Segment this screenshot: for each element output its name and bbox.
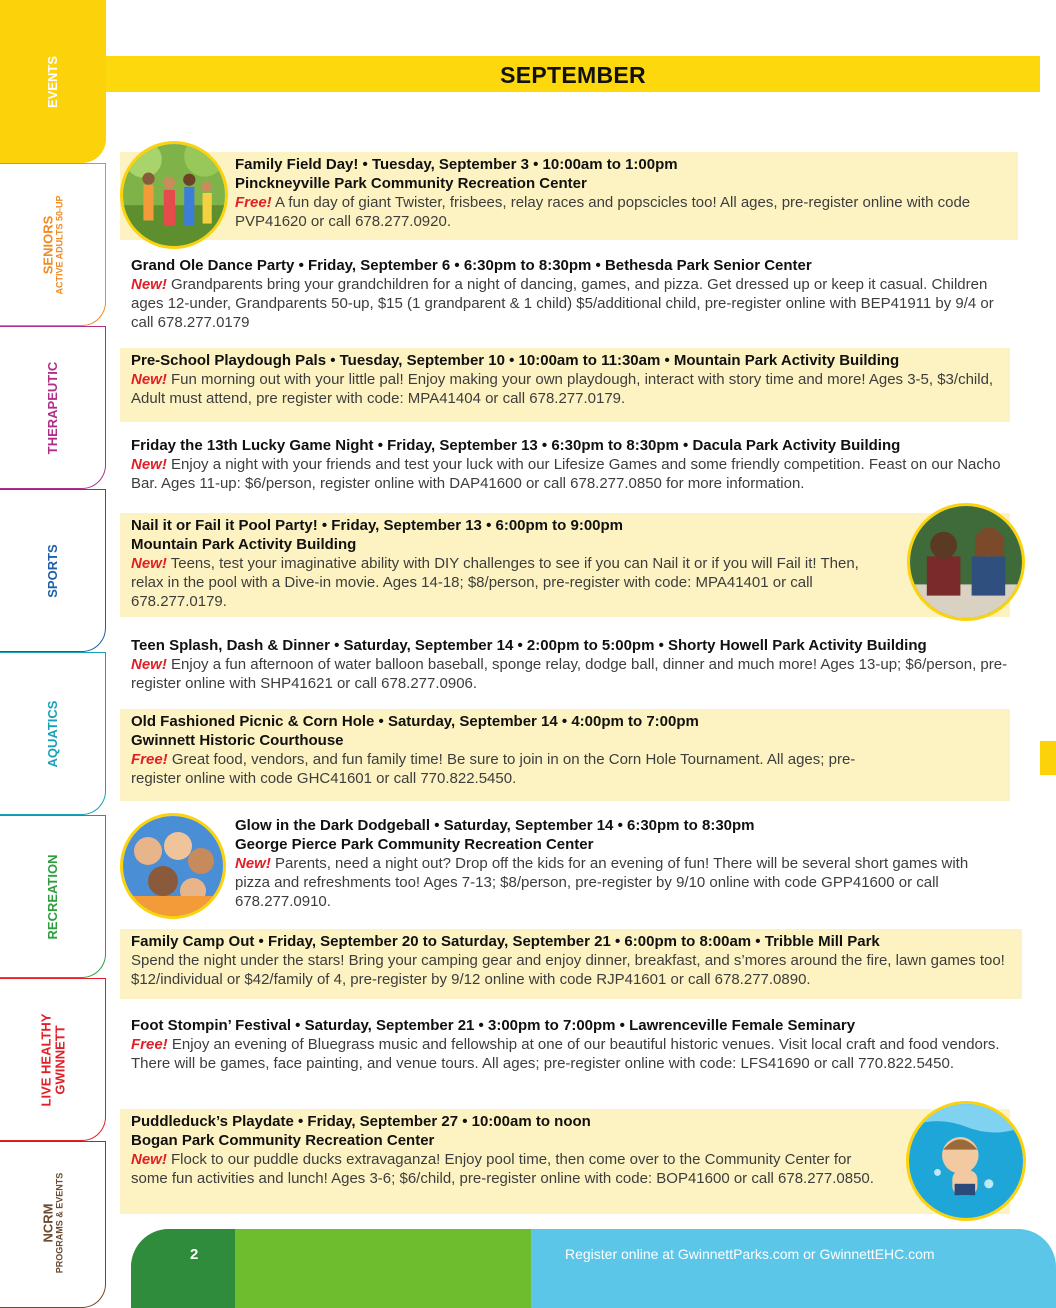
event-item bbox=[120, 513, 1010, 617]
footer-blue-band bbox=[526, 1229, 1056, 1308]
tab-sublabel: GWINNETT bbox=[52, 1025, 67, 1095]
tab-label: AQUATICS bbox=[45, 700, 61, 768]
footer-page-tab bbox=[131, 1229, 235, 1308]
event-description: New! Fun morning out with your little pal! Enjoy making your own playdough, interact with story time and more! Ages 3-5, $3/child, Adult must attend, pre register with code: MPA41404 or call 678.277.0179. bbox=[131, 371, 994, 407]
page-title: SEPTEMBER bbox=[500, 62, 646, 88]
event-tag: New! bbox=[131, 1151, 167, 1168]
event-item bbox=[120, 433, 1018, 503]
event-title: Friday the 13th Lucky Game Night • Friday, September 13 • 6:30pm to 8:30pm • Dacula Park Activity Building bbox=[131, 437, 901, 454]
dodgeball-kids-photo bbox=[120, 813, 226, 919]
family-field-day-photo bbox=[120, 141, 228, 249]
event-tag: New! bbox=[131, 371, 167, 388]
event-title: Nail it or Fail it Pool Party! • Friday, September 13 • 6:00pm to 9:00pm bbox=[131, 517, 624, 534]
event-description: New! Flock to our puddle ducks extravaganza! Enjoy pool time, then come over to the Community Center for some fun activities and lunch! Ages 3-6; $6/child, pre-register online with code: BOP41600 or call 678.277.0850. bbox=[131, 1151, 874, 1187]
event-title: Old Fashioned Picnic & Corn Hole • Saturday, September 14 • 4:00pm to 7:00pm bbox=[131, 713, 699, 730]
tab-aquatics[interactable] bbox=[0, 652, 106, 815]
event-description: New! Parents, need a night out? Drop off the kids for an evening of fun! There will be several short games with pizza and refreshments too! Ages 7-13; $8/person, pre-register by 9/10 online with code GPP41600 or call 678.277.0910. bbox=[235, 855, 969, 910]
event-item bbox=[120, 709, 1010, 801]
tab-label: THERAPEUTIC bbox=[45, 361, 61, 455]
event-description: Free! A fun day of giant Twister, frisbees, relay races and popscicles too! All ages, pre-register online with code PVP41620 or call 678.277.0920. bbox=[235, 194, 971, 230]
event-item bbox=[120, 1109, 1010, 1214]
event-item bbox=[120, 152, 1018, 240]
event-title: Pre-School Playdough Pals • Tuesday, September 10 • 10:00am to 11:30am • Mountain Park Activity Building bbox=[131, 352, 900, 369]
page-number: 2 bbox=[190, 1246, 199, 1263]
event-title: Teen Splash, Dash & Dinner • Saturday, September 14 • 2:00pm to 5:00pm • Shorty Howell Park Activity Building bbox=[131, 637, 927, 654]
event-location: Gwinnett Historic Courthouse bbox=[131, 732, 344, 749]
event-location: Pinckneyville Park Community Recreation Center bbox=[235, 175, 587, 192]
tab-live-healthy[interactable] bbox=[0, 978, 106, 1141]
month-header bbox=[106, 56, 1040, 92]
footer-register-link[interactable]: Register online at GwinnettParks.com or GwinnettEHC.com bbox=[565, 1246, 935, 1262]
event-title: Family Camp Out • Friday, September 20 to Saturday, September 21 • 6:00pm to 8:00am • Tribble Mill Park bbox=[131, 933, 880, 950]
pool-party-photo bbox=[907, 503, 1025, 621]
event-description: Free! Great food, vendors, and fun family time! Be sure to join in on the Corn Hole Tournament. All ages; pre-register online with code GHC41601 or call 770.822.5450. bbox=[131, 751, 856, 787]
event-item bbox=[120, 253, 1018, 338]
event-tag: New! bbox=[131, 555, 167, 572]
event-tag: New! bbox=[235, 855, 271, 872]
tab-sports[interactable] bbox=[0, 489, 106, 652]
event-description: New! Enjoy a fun afternoon of water balloon baseball, sponge relay, dodge ball, dinner and much more! Ages 13-up; $6/person, pre-register online with SHP41621 or call 678.277.0906. bbox=[131, 656, 1008, 692]
event-title: Puddleduck’s Playdate • Friday, September 27 • 10:00am to noon bbox=[131, 1113, 591, 1130]
event-tag: Free! bbox=[131, 751, 168, 768]
event-tag: Free! bbox=[131, 1036, 168, 1053]
event-title: Glow in the Dark Dodgeball • Saturday, September 14 • 6:30pm to 8:30pm bbox=[235, 817, 755, 834]
event-title: Family Field Day! • Tuesday, September 3 • 10:00am to 1:00pm bbox=[235, 156, 678, 173]
tab-ncrm[interactable] bbox=[0, 1141, 106, 1308]
tab-label: RECREATION bbox=[45, 854, 61, 940]
event-tag: Free! bbox=[235, 194, 272, 211]
swimming-baby-photo bbox=[906, 1101, 1026, 1221]
event-tag: New! bbox=[131, 276, 167, 293]
page-edge-marker bbox=[1040, 741, 1056, 775]
tab-events[interactable] bbox=[0, 0, 106, 163]
event-tag: New! bbox=[131, 656, 167, 673]
event-location: Bogan Park Community Recreation Center bbox=[131, 1132, 435, 1149]
event-description: Free! Enjoy an evening of Bluegrass music and fellowship at one of our beautiful historic venues. Visit local craft and food vendors. There will be games, face painting, and venue tours. All ages; pre-register online with code: LFS41690 or call 770.822.5450. bbox=[131, 1036, 1000, 1072]
event-description: New! Grandparents bring your grandchildren for a night of dancing, games, and pizza. Get dressed up or keep it casual. Children ages 12-under, Grandparents 50-up, $15 (1 grandparent & 1 child) $5/additional child, pre-register online with BEP41911 by 9/4 or call 678.277.0179 bbox=[131, 276, 994, 331]
event-item bbox=[120, 348, 1010, 422]
tab-label: LIVE HEALTHY bbox=[38, 1013, 54, 1107]
tab-label: EVENTS bbox=[45, 55, 61, 109]
tab-label: SENIORS bbox=[40, 215, 56, 275]
event-location: Mountain Park Activity Building bbox=[131, 536, 357, 553]
event-title: Grand Ole Dance Party • Friday, September 6 • 6:30pm to 8:30pm • Bethesda Park Senior Center bbox=[131, 257, 812, 274]
event-item bbox=[120, 929, 1022, 999]
event-item bbox=[120, 813, 1018, 913]
tab-label: SPORTS bbox=[45, 544, 61, 598]
event-description: New! Enjoy a night with your friends and test your luck with our Lifesize Games and some friendly competition. Feast on our Nacho Bar. Ages 11-up: $6/person, register online with DAP41600 or call 678.277.0850 for more information. bbox=[131, 456, 1001, 492]
tab-therapeutic[interactable] bbox=[0, 326, 106, 489]
event-title: Foot Stompin’ Festival • Saturday, September 21 • 3:00pm to 7:00pm • Lawrenceville Female Seminary bbox=[131, 1017, 856, 1034]
tab-sublabel: ACTIVE ADULTS 50-UP bbox=[54, 195, 65, 295]
tab-sublabel: PROGRAMS & EVENTS bbox=[54, 1172, 65, 1274]
tab-recreation[interactable] bbox=[0, 815, 106, 978]
event-location: George Pierce Park Community Recreation Center bbox=[235, 836, 594, 853]
event-tag: New! bbox=[131, 456, 167, 473]
event-description: New! Teens, test your imaginative ability with DIY challenges to see if you can Nail it or if you will Fail it! Then, relax in the pool with a Dive-in movie. Ages 14-18; $8/person, pre-register with code: MPA41401 or call 678.277.0179. bbox=[131, 555, 859, 610]
event-item bbox=[120, 1013, 1018, 1099]
event-description: Spend the night under the stars! Bring your camping gear and enjoy dinner, breakfast, and s’mores around the fire, lawn games too! $12/individual or $42/family of 4, pre-register by 9/12 online with code RJP41601 or call 678.277.0890. bbox=[131, 952, 1005, 988]
event-item bbox=[120, 633, 1018, 703]
tab-seniors[interactable] bbox=[0, 163, 106, 326]
tab-label: NCRM bbox=[40, 1203, 56, 1243]
